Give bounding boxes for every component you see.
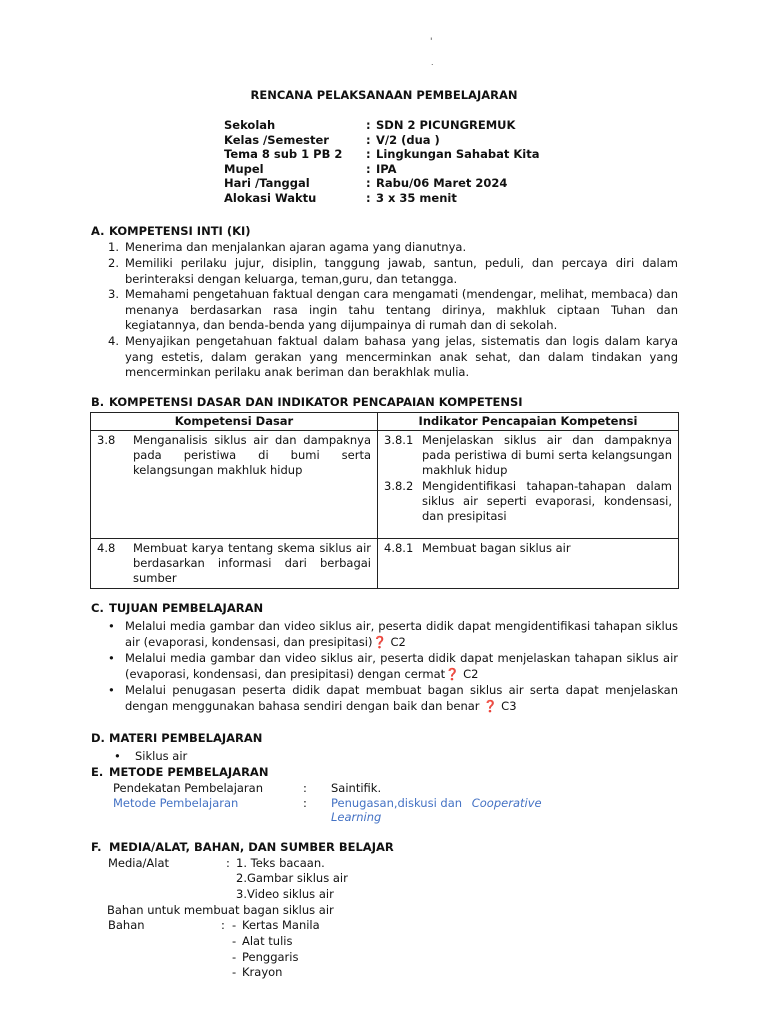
media-label: Media/Alat [108,856,170,870]
indicator-item [384,541,672,556]
identity-label: Hari /Tanggal [224,176,310,190]
bahan-dash: - [232,965,237,980]
section-a-title: KOMPETENSI INTI (KI) [109,224,251,238]
ki-item-text: Memiliki perilaku jujur, disiplin, tanggung jawab, santun, peduli, dan percaya diri dalam berinteraksi dengan keluarga, teman,guru, dan tetangga. [125,256,678,286]
bahan-dash: - [232,933,237,948]
kd-text: Menganalisis siklus air dan dampaknya pada peristiwa di bumi serta kelangsungan makhluk hidup [133,433,371,477]
goal-text: Melalui penugasan peserta didik dapat membuat bagan siklus air serta dapat menjelaskan dengan menggunakan bahasa sendiri dengan baik dan benar ❓ C3 [125,683,678,713]
bahan-item: Alat tulis [242,933,293,948]
ki-item-number: 4. [108,334,119,348]
section-d-letter: D. [91,731,105,745]
method-label: Metode Pembelajaran [113,796,239,810]
goal-bullet: • [108,619,115,633]
kd-code: 3.8 [97,433,116,447]
indicator-cell [378,539,679,589]
section-f-letter: F. [91,840,102,854]
section-c-letter: C. [91,601,104,615]
competency-table [90,412,679,589]
kd-content [97,433,371,478]
method-value-line2: Learning [331,810,382,824]
identity-label: Alokasi Waktu [224,190,317,205]
identity-colon: : [366,132,371,147]
method-value-main: Penugasan,diskusi dan [331,796,463,810]
bahan-dash: - [232,918,237,932]
identity-value: Lingkungan Sahabat Kita [376,147,540,161]
indicator-code: 3.8.1 [384,433,414,447]
identity-colon: : [366,147,371,161]
indicator-text: Mengidentifikasi tahapan-tahapan dalam siklus air seperti evaporasi, kondensasi, dan presipitasi [422,479,672,523]
bahan-item: Penggaris [242,949,299,964]
identity-label: Tema 8 sub 1 PB 2 [224,147,343,161]
goal-bullet: • [108,651,115,665]
kd-cell [91,431,378,539]
top-mark: ' [430,37,433,47]
bahan-label: Bahan [108,918,145,932]
material-bullet: • [114,749,121,763]
document-title: RENCANA PELAKSANAAN PEMBELAJARAN [250,88,518,102]
section-b-heading [91,395,523,409]
section-d-title: MATERI PEMBELAJARAN [109,731,263,745]
table-header-row [91,413,679,431]
section-f-title: MEDIA/ALAT, BAHAN, DAN SUMBER BELAJAR [109,840,394,854]
media-item: 3.Video siklus air [236,887,334,901]
identity-colon: : [366,118,371,132]
section-a-letter: A. [91,224,105,238]
identity-value: 3 x 35 menit [376,190,457,205]
section-c-heading [91,601,263,615]
indicator-cell [378,431,679,539]
section-f-heading [91,840,394,854]
bahan-item: Kertas Manila [242,918,320,932]
goal-item [108,651,678,682]
ki-item-text: Memahami pengetahuan faktual dengan cara mengamati (mendengar, melihat, membaca) dan menanya berdasarkan rasa ingin tahu tentang dirinya, makhluk ciptaan Tuhan dan kegiatannya, dan benda-benda yang dijumpainya di rumah dan di sekolah. [125,287,678,332]
media-item: 1. Teks bacaan. [236,856,325,870]
media-colon: : [226,856,230,870]
indicator-item [384,479,672,524]
kd-code: 4.8 [97,541,116,555]
indicator-item [384,433,672,478]
ki-item-number: 2. [108,256,119,270]
ki-item-text: Menyajikan pengetahuan faktual dalam bahasa yang jelas, sistematis dan logis dalam karya yang estetis, dalam gerakan yang mencerminkan anak sehat, dan dalam tindakan yang mencerminkan perilaku anak beriman dan berakhlak mulia. [125,334,678,379]
section-c-title: TUJUAN PEMBELAJARAN [109,601,264,615]
section-b-letter: B. [91,395,105,409]
identity-value: IPA [376,161,397,176]
table-row [91,431,679,539]
media-item: 2.Gambar siklus air [236,871,348,885]
kd-cell [91,539,378,589]
ki-item [108,287,678,334]
ki-item [108,256,678,287]
kd-text: Membuat karya tentang skema siklus air berdasarkan informasi dari berbagai sumber [133,541,371,585]
bahan-item: Krayon [242,965,283,980]
identity-label: Kelas /Semester [224,132,329,147]
section-e-heading [91,765,268,779]
section-a-heading [91,224,251,238]
section-b-title: KOMPETENSI DASAR DAN INDIKATOR PENCAPAIAN KOMPETENSI [109,395,523,409]
identity-value: SDN 2 PICUNGREMUK [376,118,516,132]
method-value-italic: Cooperative [471,796,542,810]
goal-bullet: • [108,683,115,697]
indicator-code: 4.8.1 [384,541,414,555]
goal-text: Melalui media gambar dan video siklus air, peserta didik dapat menjelaskan tahapan siklus air (evaporasi, kondensasi, dan presipitasi) dengan cermat❓ C2 [125,651,678,681]
indicator-text: Membuat bagan siklus air [422,541,571,555]
section-e-letter: E. [91,765,104,779]
ki-item-number: 3. [108,287,119,301]
method-colon: : [303,796,307,810]
identity-colon: : [366,190,371,205]
ki-item [108,240,678,256]
identity-label: Mupel [224,161,264,176]
approach-colon: : [303,781,307,795]
section-e-title: METODE PEMBELAJARAN [109,765,269,779]
bahan-colon: : [221,918,225,932]
col-header-kd: Kompetensi Dasar [91,413,378,431]
indicator-text: Menjelaskan siklus air dan dampaknya pada peristiwa di bumi serta kelangsungan makhluk hidup [422,433,672,477]
indicator-code: 3.8.2 [384,479,414,493]
identity-colon: : [366,176,371,190]
kd-content [97,541,371,586]
col-header-indicator: Indikator Pencapaian Kompetensi [378,413,679,431]
bahan-intro: Bahan untuk membuat bagan siklus air [107,903,334,917]
material-item: Siklus air [135,749,188,763]
method-value [331,796,542,810]
approach-label: Pendekatan Pembelajaran [113,781,263,795]
approach-value: Saintifik. [331,781,382,795]
table-row [91,539,679,589]
identity-value: V/2 (dua ) [376,132,440,147]
ki-item-number: 1. [108,240,119,254]
identity-value: Rabu/06 Maret 2024 [376,176,508,190]
ki-item-text: Menerima dan menjalankan ajaran agama yang dianutnya. [125,240,467,254]
ki-item [108,334,678,381]
goal-item [108,619,678,650]
goal-item [108,683,678,714]
identity-label: Sekolah [224,118,276,132]
identity-colon: : [366,161,371,176]
second-mark: ˙ [430,64,435,74]
goal-text: Melalui media gambar dan video siklus air, peserta didik dapat mengidentifikasi tahapan siklus air (evaporasi, kondensasi, dan presipitasi)❓ C2 [125,619,678,649]
section-d-heading [91,731,262,745]
bahan-dash: - [232,949,237,964]
